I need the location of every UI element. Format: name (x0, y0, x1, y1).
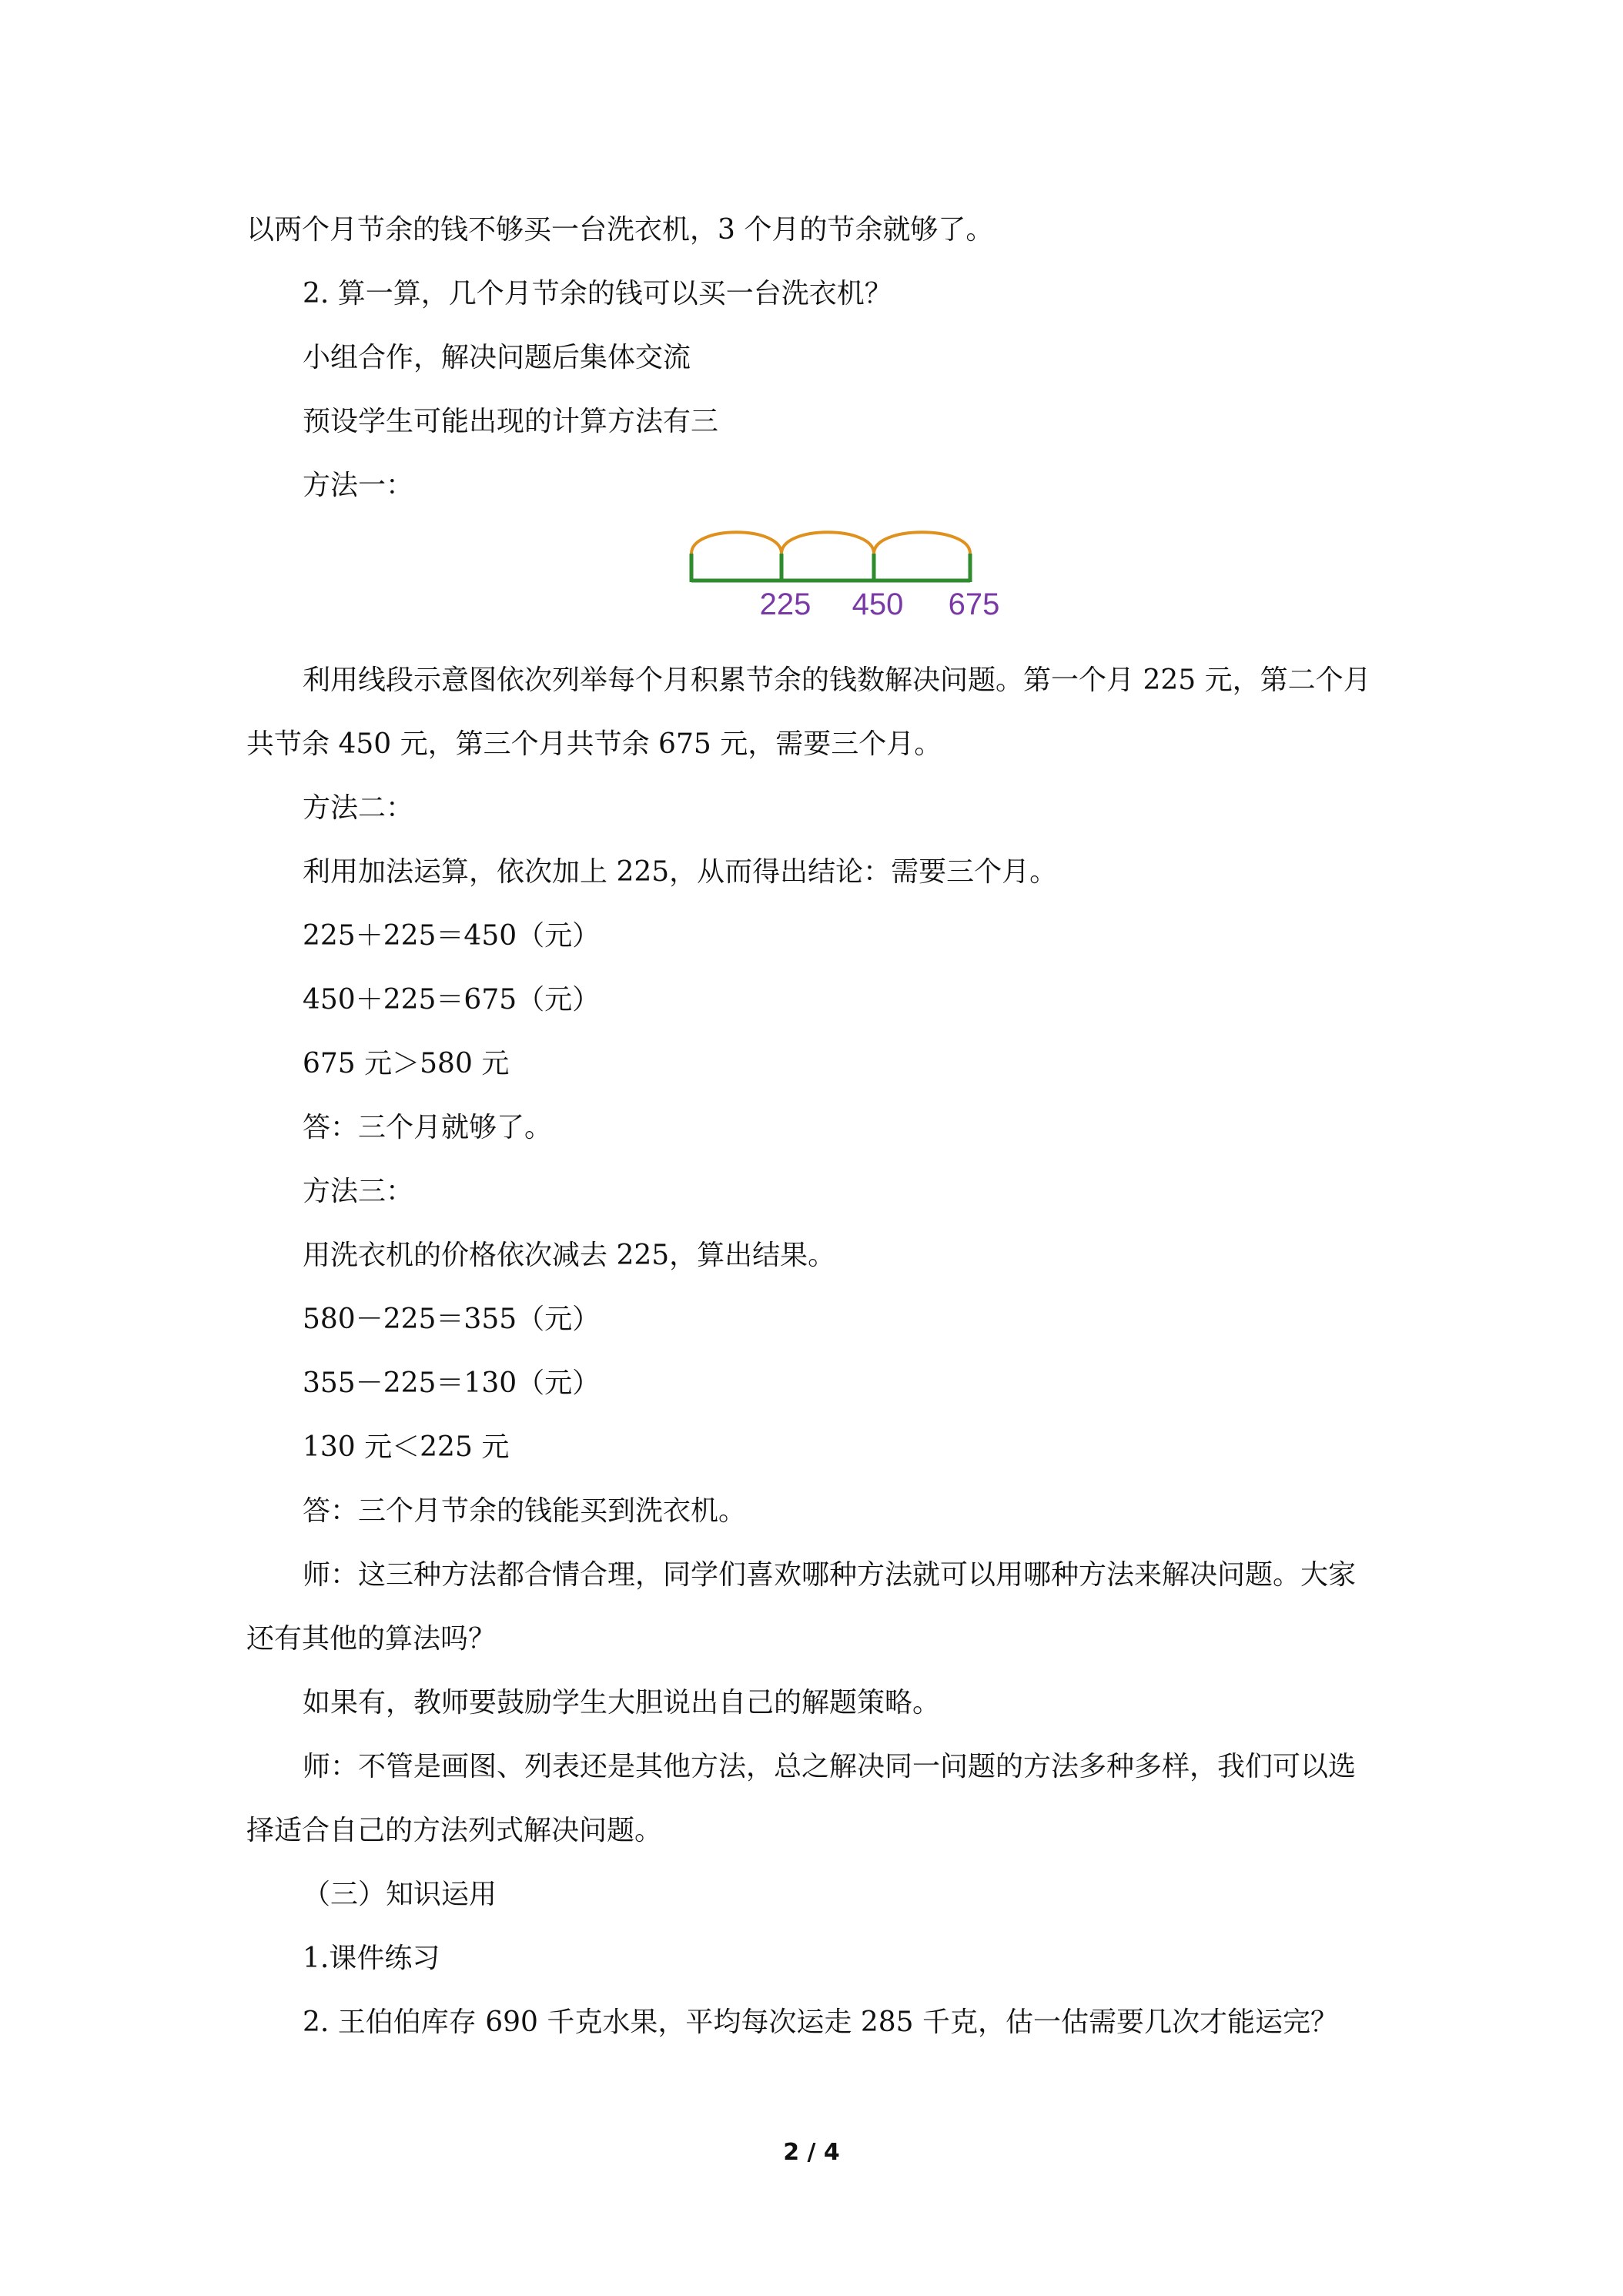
text-line: 还有其他的算法吗？ (246, 1623, 497, 1655)
text-line: 利用线段示意图依次列举每个月积累节余的钱数解决问题。第一个月 225 元，第二个月 (303, 664, 1371, 696)
answer-line: 答：三个月就够了。 (303, 1112, 553, 1143)
text-line: 师：不管是画图、列表还是其他方法，总之解决同一问题的方法多种多样，我们可以选 (303, 1751, 1357, 1782)
method-one-heading: 方法一： (303, 470, 414, 501)
equation-line: 675 元＞580 元 (303, 1048, 510, 1079)
method-three-heading: 方法三： (303, 1176, 414, 1207)
arc-segment-2 (781, 532, 874, 554)
segment-label: 225 (759, 587, 812, 621)
text-line: 用洗衣机的价格依次减去 225，算出结果。 (303, 1240, 836, 1271)
text-line: 1.课件练习 (303, 1943, 440, 1974)
text-line: 预设学生可能出现的计算方法有三 (303, 406, 719, 437)
text-line: 择适合自己的方法列式解决问题。 (246, 1815, 663, 1846)
text-line: 利用加法运算，依次加上 225，从而得出结论：需要三个月。 (303, 856, 1058, 888)
equation-line: 130 元＜225 元 (303, 1431, 510, 1463)
page-number: 2 / 4 (783, 2139, 840, 2166)
equation-line: 225＋225＝450（元） (303, 920, 601, 952)
text-line: 共节余 450 元，第三个月共节余 675 元，需要三个月。 (246, 728, 942, 760)
section-heading: （三）知识运用 (303, 1879, 497, 1910)
text-line: 小组合作，解决问题后集体交流 (303, 342, 691, 373)
answer-line: 答：三个月节余的钱能买到洗衣机。 (303, 1495, 747, 1527)
segment-diagram (678, 525, 1016, 633)
text-line: 2. 算一算，几个月节余的钱可以买一台洗衣机？ (303, 278, 892, 310)
text-line: 如果有，教师要鼓励学生大胆说出自己的解题策略。 (303, 1687, 941, 1719)
equation-line: 355－225＝130（元） (303, 1367, 601, 1399)
segment-label: 450 (852, 587, 904, 621)
text-line: 2. 王伯伯库存 690 千克水果，平均每次运走 285 千克，估一估需要几次才能运完？ (303, 2006, 1338, 2038)
equation-line: 580－225＝355（元） (303, 1304, 601, 1335)
method-two-heading: 方法二： (303, 792, 414, 824)
text-line: 师：这三种方法都合情合理，同学们喜欢哪种方法就可以用哪种方法来解决问题。大家 (303, 1559, 1357, 1591)
segment-label: 675 (948, 587, 1000, 621)
arc-segment-3 (874, 532, 970, 554)
arc-segment-1 (691, 532, 781, 554)
text-line: 以两个月节余的钱不够买一台洗衣机，3 个月的节余就够了。 (246, 214, 994, 246)
equation-line: 450＋225＝675（元） (303, 984, 601, 1016)
